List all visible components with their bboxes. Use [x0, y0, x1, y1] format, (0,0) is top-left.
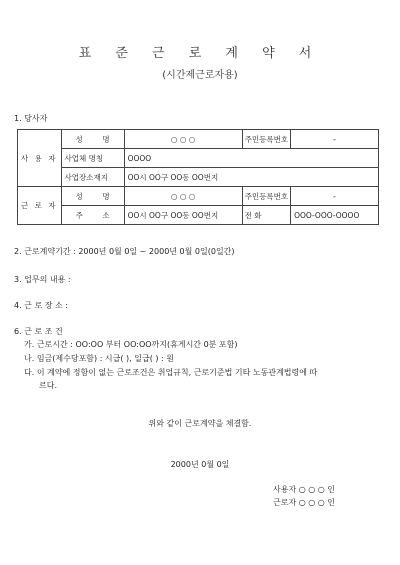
worker-id-label: 주민등록번호 — [242, 187, 290, 206]
working-hours-line: 가. 근로시간 : OO:OO 부터 OO:OO까지(휴게시간 0분 포함) — [24, 340, 238, 349]
document-title: 표 준 근 로 계 약 서 — [78, 46, 322, 61]
employer-signature: 사용자 ○ ○ ○ 인 — [273, 485, 336, 494]
other-conditions-line: 다. 이 계약에 정함이 없는 근로조건은 취업규칙, 근로기준법 기타 노동관계법령에 따 — [24, 368, 318, 377]
employer-name-value: ○ ○ ○ — [124, 130, 242, 149]
employer-group-label: 사 용 자 — [18, 130, 62, 187]
document-subtitle: (시간제근로자용) — [162, 70, 238, 81]
employer-name-label: 성 명 — [61, 130, 124, 149]
other-conditions-line-2: 르다. — [39, 381, 57, 390]
worker-name-value: ○ ○ ○ — [124, 187, 242, 206]
employer-bizaddr-row — [18, 168, 379, 187]
section-parties-heading: 1. 당사자 — [14, 114, 48, 123]
worker-id-value: - — [291, 187, 379, 206]
workplace-line: 4. 근 로 장 소 : — [14, 301, 68, 310]
worker-phone-value: OOO-OOO-OOOO — [291, 206, 379, 225]
employer-id-value: - — [291, 130, 379, 149]
parties-table — [17, 129, 379, 225]
employer-bizname-label: 사업체 명칭 — [61, 149, 124, 168]
employer-name-row — [18, 130, 379, 149]
employer-bizaddr-value: OO시 OO구 OO동 OO번지 — [124, 168, 378, 187]
worker-addr-label: 주 소 — [61, 206, 124, 225]
contract-period-line: 2. 근로계약기간 : 2000년 0월 0일 ~ 2000년 0월 0일(0일간) — [14, 247, 235, 256]
worker-name-label: 성 명 — [61, 187, 124, 206]
worker-addr-row — [18, 206, 379, 225]
closing-statement: 위와 같이 근로계약을 체결함. — [148, 419, 252, 428]
employer-bizname-value: OOOO — [124, 149, 378, 168]
wage-line: 나. 임금(제수당포함) : 시급( ), 일급( ) : 원 — [24, 354, 175, 363]
worker-addr-value: OO시 OO구 OO동 OO번지 — [124, 206, 242, 225]
worker-name-row — [18, 187, 379, 206]
job-description-line: 3. 업무의 내용 : — [14, 275, 71, 284]
working-conditions-heading: 6. 근 로 조 건 — [14, 327, 63, 336]
employer-bizaddr-label: 사업장소재지 — [61, 168, 124, 187]
worker-group-label: 근 로 자 — [18, 187, 62, 225]
employer-id-label: 주민등록번호 — [242, 130, 290, 149]
worker-signature: 근로자 ○ ○ ○ 인 — [273, 498, 336, 507]
employer-bizname-row — [18, 149, 379, 168]
worker-phone-label: 전 화 — [242, 206, 290, 225]
contract-date: 2000년 0월 0일 — [170, 460, 230, 469]
